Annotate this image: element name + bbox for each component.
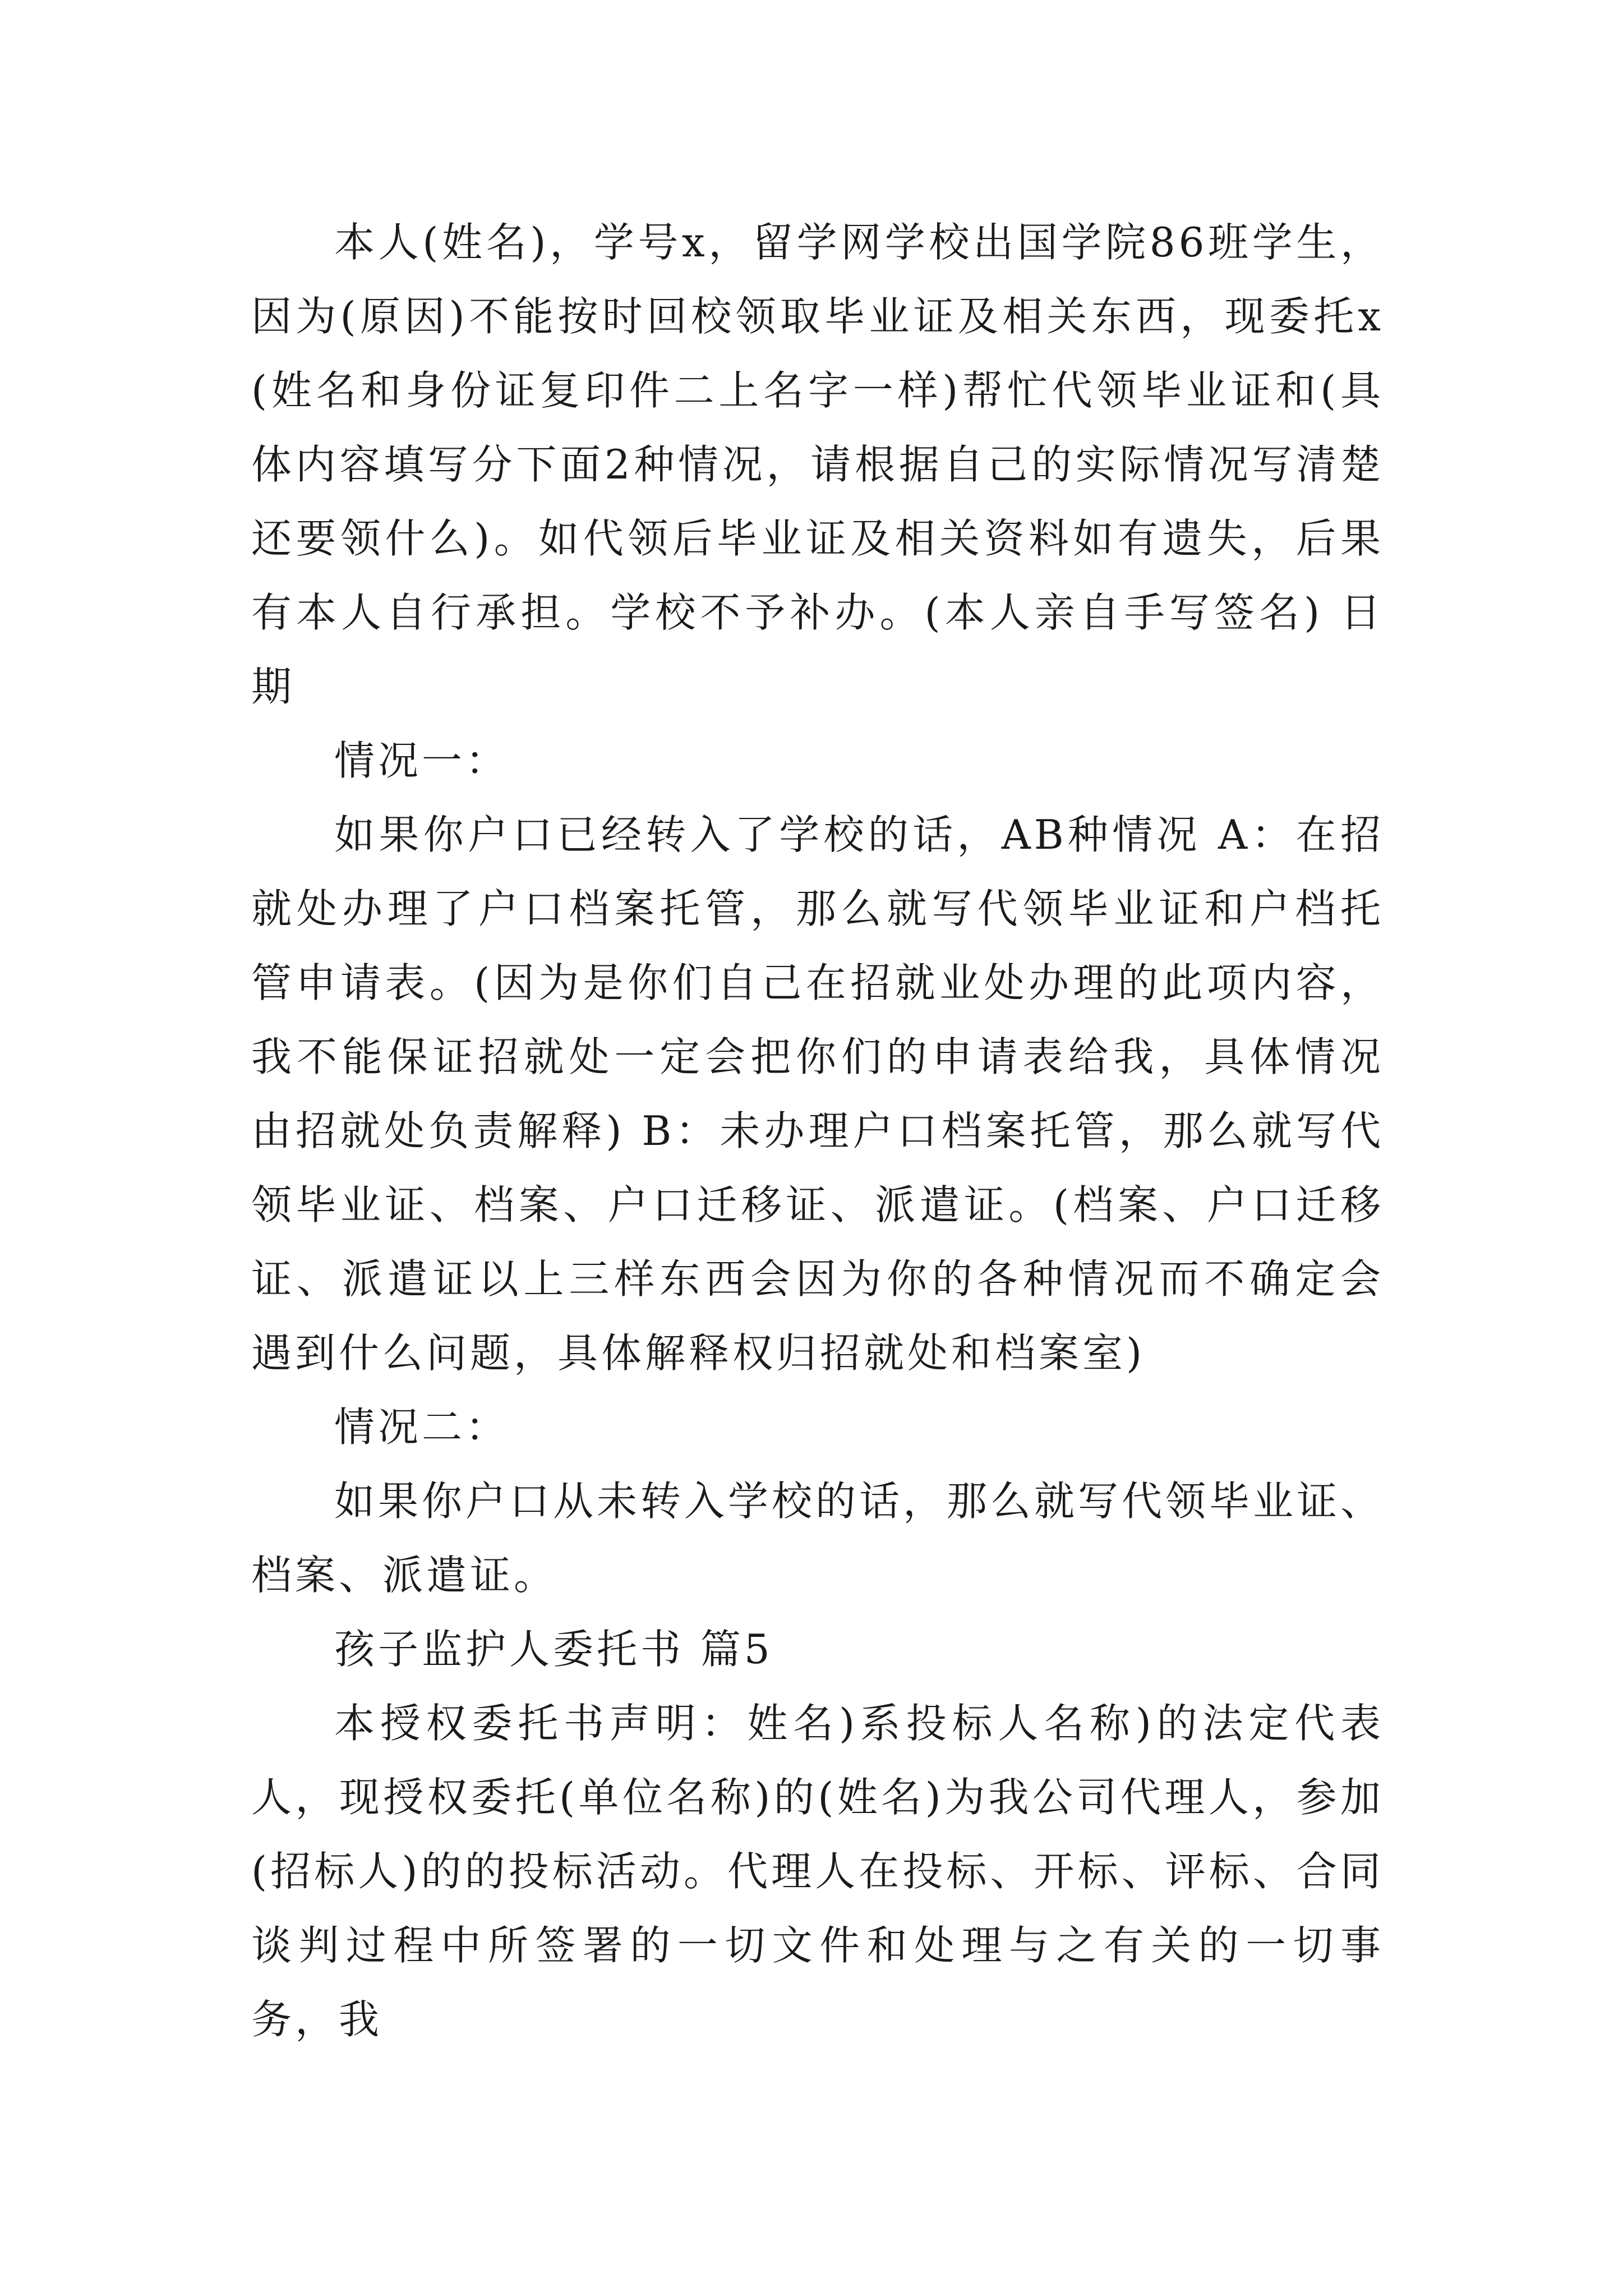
paragraph-case-one: 如果你户口已经转入了学校的话，AB种情况 A：在招就处办理了户口档案托管，那么就写代领毕业证和户档托管申请表。(因为是你们自己在招就业处办理的此项内容，我不能保证招就处一定会把你们的申请表给我，具体情况由招就处负责解释) B：未办理户口档案托管，那么就写代领毕业证、档案、户口迁移证、派遣证。(档案、户口迁移证、派遣证以上三样东西会因为你的各种情况而不确定会遇到什么问题，具体解释权归招就处和档案室) (251, 811, 1384, 1377)
paragraph-case-two: 如果你户口从未转入学校的话，那么就写代领毕业证、档案、派遣证。 (251, 1478, 1385, 1599)
document-body (251, 205, 1384, 2056)
paragraph-bid-authorization: 本授权委托书声明：姓名)系投标人名称)的法定代表人，现授权委托(单位名称)的(姓名)为我公司代理人，参加(招标人)的的投标活动。代理人在投标、开标、评标、合同谈判过程中所签署的一切文件和处理与之有关的一切事务，我 (251, 1700, 1384, 2043)
section-title: 孩子监护人委托书 篇5 (334, 1626, 773, 1673)
paragraph-authorization-statement: 本人(姓名)，学号x，留学网学校出国学院86班学生，因为(原因)不能按时回校领取毕业证及相关东西，现委托x(姓名和身份证复印件二上名字一样)帮忙代领毕业证和(具体内容填写分下面2种情况，请根据自己的实际情况写清楚还要领什么)。如代领后毕业证及相关资料如有遗失，后果有本人自行承担。学校不予补办。(本人亲自手写签名) 日期 (251, 219, 1384, 710)
heading-case-one: 情况一： (334, 737, 510, 784)
heading-case-two: 情况二： (334, 1404, 510, 1451)
